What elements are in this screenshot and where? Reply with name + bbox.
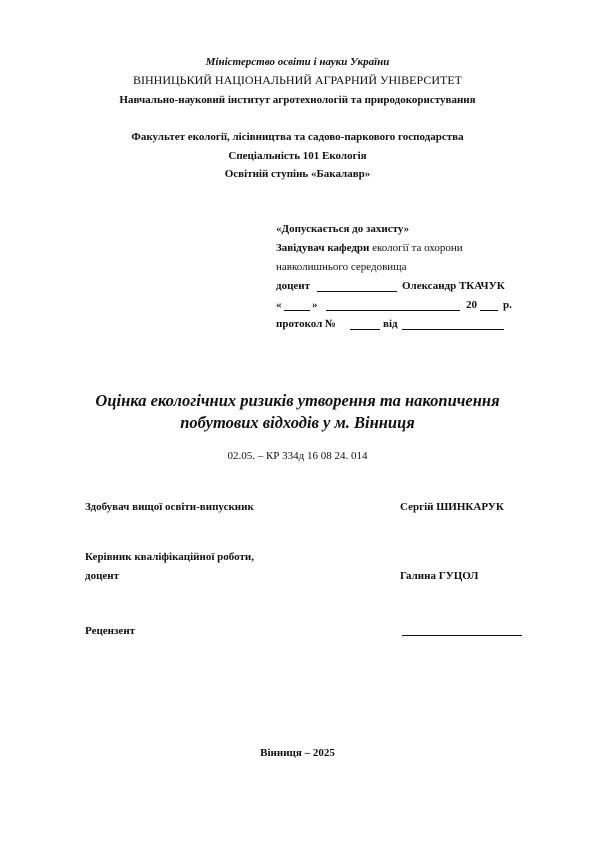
year-suffix: р.: [503, 299, 512, 311]
reviewer-label: Рецензент: [85, 625, 136, 637]
head-name: Олександр ТКАЧУК: [402, 280, 505, 292]
protocol-date-line: [402, 329, 504, 330]
specialty-line: Спеціальність 101 Екологія: [228, 150, 367, 162]
year-line: [480, 310, 498, 311]
ministry-line: Міністерство освіти і науки України: [205, 56, 390, 68]
protocol-from-label: від: [383, 318, 398, 330]
work-code: 02.05. – КР 334д 16 08 24. 014: [227, 450, 368, 462]
supervisor-label: Керівник кваліфікаційної роботи,: [85, 551, 254, 563]
date-close-quote: »: [312, 299, 318, 311]
faculty-name: Факультет екології, лісівництва та садово-паркового господарства: [131, 131, 464, 143]
head-signature-line: [317, 291, 397, 292]
supervisor-name: Галина ГУЦОЛ: [400, 570, 479, 582]
head-of-department-line: [276, 242, 463, 254]
student-label: Здобувач вищої освіти-випускник: [85, 501, 254, 513]
protocol-label: протокол №: [276, 318, 337, 330]
university-name: ВІННИЦЬКИЙ НАЦІОНАЛЬНИЙ АГРАРНИЙ УНІВЕРСИТЕТ: [133, 73, 462, 87]
department-name-part2: навколишнього середовища: [276, 261, 407, 273]
protocol-number-line: [350, 329, 380, 330]
work-title-line2: побутових відходів у м. Вінниця: [180, 413, 415, 432]
month-line: [326, 310, 460, 311]
day-line: [284, 310, 310, 311]
year-label: 20: [466, 299, 477, 311]
institute-name: Навчально-науковий інститут агротехнологій та природокористування: [119, 94, 476, 106]
reviewer-signature-line: [402, 635, 522, 636]
degree-line: Освітній ступінь «Бакалавр»: [224, 168, 371, 180]
department-name-part1: екології та охорони: [372, 242, 463, 254]
student-name: Сергій ШИНКАРУК: [400, 501, 504, 513]
docent-label: доцент: [276, 280, 311, 292]
date-open-quote: «: [276, 299, 282, 311]
city-year: Вінниця – 2025: [260, 747, 335, 759]
supervisor-title: доцент: [85, 570, 120, 582]
work-title-line1: Оцінка екологічних ризиків утворення та накопичення: [95, 391, 500, 410]
head-label: Завідувач кафедри: [276, 242, 370, 254]
admitted-label: «Допускається до захисту»: [276, 223, 410, 235]
